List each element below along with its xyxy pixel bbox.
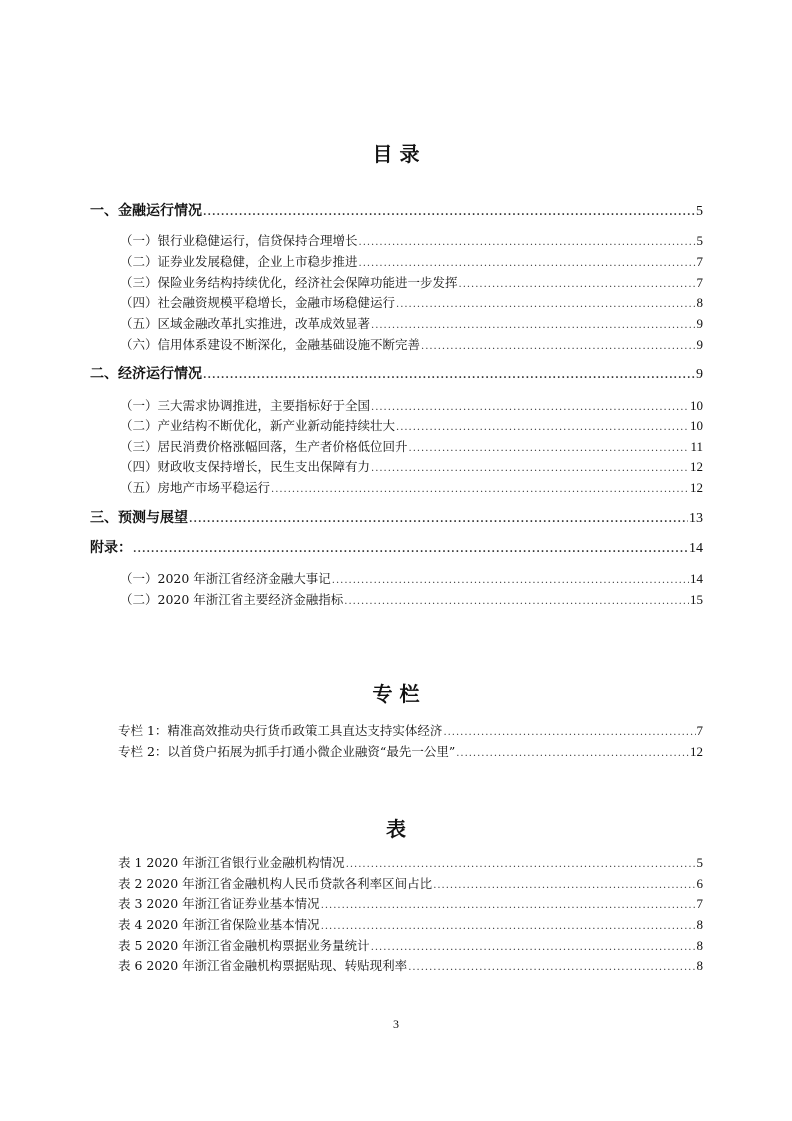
entry-label: （三）居民消费价格涨幅回落，生产者价格低位回升: [120, 439, 408, 454]
entry-label: 二、经济运行情况: [90, 366, 202, 382]
entry-label: （六）信用体系建设不断深化，金融基础设施不断完善: [120, 337, 421, 352]
toc-subsection-entry[interactable]: [120, 254, 703, 272]
dot-leader: [421, 339, 695, 355]
toc-subsection-entry[interactable]: [120, 480, 703, 498]
entry-label: 表 1 2020 年浙江省银行业金融机构情况: [118, 855, 345, 870]
dot-leader: [321, 898, 696, 914]
entry-label: （二）证券业发展稳健，企业上市稳步推进: [120, 254, 358, 269]
dot-leader: [371, 940, 696, 956]
entry-label: 一、金融运行情况: [90, 203, 202, 219]
entry-page-number: 11: [690, 439, 703, 454]
entry-page-number: 5: [696, 204, 703, 219]
toc-subsection-entry[interactable]: [120, 295, 703, 313]
entry-page-number: 5: [696, 233, 703, 248]
entry-label: 表 3 2020 年浙江省证券业基本情况: [118, 896, 320, 911]
entry-page-number: 7: [696, 254, 703, 269]
table-entry[interactable]: [118, 938, 703, 956]
table-entry[interactable]: [118, 876, 703, 894]
entry-page-number: 9: [696, 316, 703, 331]
dot-leader: [133, 542, 688, 558]
toc-section-entry[interactable]: [90, 203, 703, 221]
entry-label: （一）银行业稳健运行，信贷保持合理增长: [120, 233, 358, 248]
dot-leader: [346, 857, 696, 873]
entry-label: （五）房地产市场平稳运行: [120, 480, 271, 495]
tables-title: 表: [386, 817, 406, 841]
entry-label: （三）保险业务结构持续优化，经济社会保障功能进一步发挥: [120, 275, 458, 290]
toc-subsection-entry[interactable]: [120, 418, 703, 436]
dot-leader: [443, 725, 695, 741]
column-entry[interactable]: [118, 744, 703, 762]
page-number: 3: [393, 1017, 399, 1031]
entry-page-number: 5: [696, 855, 703, 870]
dot-leader: [396, 420, 689, 436]
entry-label: （五）区域金融改革扎实推进，改革成效显著: [120, 316, 371, 331]
dot-leader: [459, 277, 696, 293]
dot-leader: [321, 919, 696, 935]
table-entry[interactable]: [118, 896, 703, 914]
entry-page-number: 8: [696, 938, 703, 953]
entry-page-number: 12: [690, 744, 703, 759]
entry-page-number: 12: [690, 459, 703, 474]
dot-leader: [203, 368, 695, 384]
entry-label: （二）产业结构不断优化，新产业新动能持续壮大: [120, 418, 396, 433]
entry-page-number: 10: [690, 418, 703, 433]
entry-label: （四）财政收支保持增长，民生支出保障有力: [120, 459, 371, 474]
entry-page-number: 14: [690, 571, 703, 586]
dot-leader: [456, 746, 689, 762]
toc-section-entry[interactable]: [90, 540, 703, 558]
entry-label: 专栏 1：精准高效推动央行货币政策工具直达支持实体经济: [118, 723, 443, 738]
dot-leader: [371, 400, 689, 416]
entry-page-number: 6: [696, 876, 703, 891]
columns-title: 专 栏: [372, 682, 420, 706]
entry-page-number: 13: [689, 511, 703, 526]
entry-page-number: 14: [689, 541, 703, 556]
entry-page-number: 9: [696, 367, 703, 382]
entry-page-number: 10: [690, 398, 703, 413]
entry-label: （四）社会融资规模平稳增长，金融市场稳健运行: [120, 295, 396, 310]
entry-page-number: 7: [696, 275, 703, 290]
entry-label: （二）2020 年浙江省主要经济金融指标: [120, 592, 344, 607]
dot-leader: [359, 235, 696, 251]
dot-leader: [344, 594, 689, 610]
toc-subsection-entry[interactable]: [120, 571, 703, 589]
entry-page-number: 8: [696, 958, 703, 973]
entry-page-number: 8: [696, 295, 703, 310]
entry-label: 表 5 2020 年浙江省金融机构票据业务量统计: [118, 938, 370, 953]
toc-section-entry[interactable]: [90, 366, 703, 384]
dot-leader: [396, 297, 695, 313]
entry-page-number: 7: [696, 723, 703, 738]
dot-leader: [371, 461, 689, 477]
table-entry[interactable]: [118, 917, 703, 935]
toc-subsection-entry[interactable]: [120, 316, 703, 334]
entry-label: 表 2 2020 年浙江省金融机构人民币贷款各利率区间占比: [118, 876, 433, 891]
toc-subsection-entry[interactable]: [120, 592, 703, 610]
entry-label: 三、预测与展望: [90, 510, 188, 526]
dot-leader: [408, 960, 695, 976]
dot-leader: [203, 205, 695, 221]
toc-subsection-entry[interactable]: [120, 233, 703, 251]
entry-page-number: 15: [690, 592, 703, 607]
dot-leader: [271, 482, 689, 498]
entry-label: （一）2020 年浙江省经济金融大事记: [120, 571, 331, 586]
entry-label: （一）三大需求协调推进，主要指标好于全国: [120, 398, 371, 413]
column-entry[interactable]: [118, 723, 703, 741]
entry-label: 表 6 2020 年浙江省金融机构票据贴现、转贴现利率: [118, 958, 408, 973]
dot-leader: [409, 441, 690, 457]
toc-section-entry[interactable]: [90, 510, 703, 528]
entry-label: 专栏 2：以首贷户拓展为抓手打通小微企业融资“最先一公里”: [118, 744, 456, 759]
entry-page-number: 9: [696, 337, 703, 352]
dot-leader: [371, 318, 695, 334]
table-entry[interactable]: [118, 855, 703, 873]
dot-leader: [359, 256, 696, 272]
entry-label: 附录：: [90, 540, 132, 556]
entry-page-number: 8: [696, 917, 703, 932]
table-entry[interactable]: [118, 958, 703, 976]
dot-leader: [189, 512, 688, 528]
dot-leader: [332, 573, 689, 589]
toc-subsection-entry[interactable]: [120, 337, 703, 355]
toc-subsection-entry[interactable]: [120, 398, 703, 416]
toc-subsection-entry[interactable]: [120, 459, 703, 477]
toc-subsection-entry[interactable]: [120, 439, 703, 457]
entry-page-number: 7: [696, 896, 703, 911]
entry-page-number: 12: [690, 480, 703, 495]
toc-title: 目 录: [372, 142, 420, 166]
toc-subsection-entry[interactable]: [120, 275, 703, 293]
dot-leader: [433, 878, 695, 894]
entry-label: 表 4 2020 年浙江省保险业基本情况: [118, 917, 320, 932]
